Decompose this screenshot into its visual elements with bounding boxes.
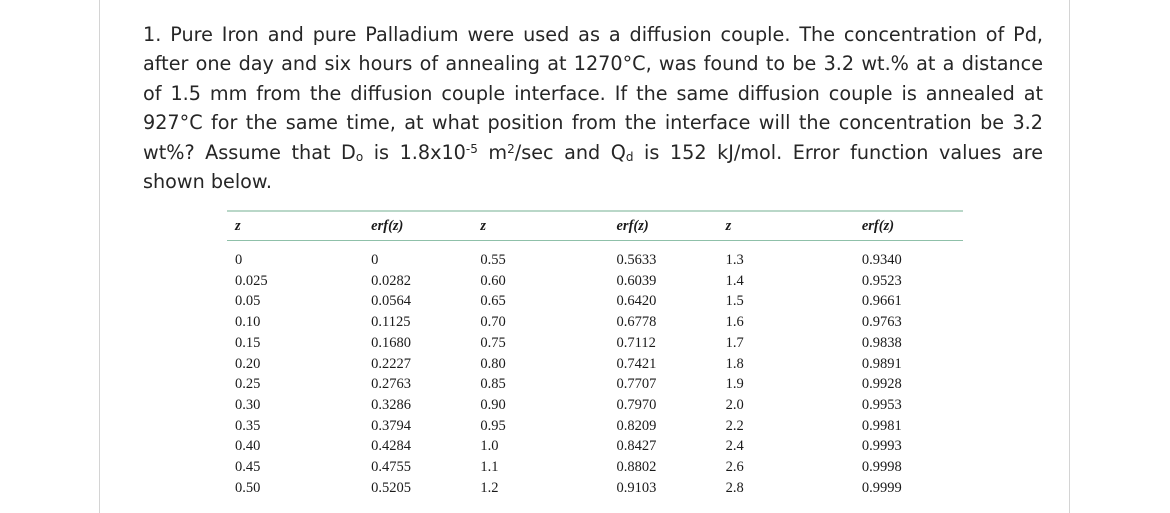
q-subscript: d bbox=[625, 149, 634, 164]
table-cell: 0.4755 bbox=[371, 459, 412, 476]
table-cell: 1.1 bbox=[480, 459, 499, 476]
table-cell: 0.9891 bbox=[861, 355, 902, 372]
table-cell: 0.65 bbox=[480, 293, 506, 310]
table-cell: 0.9928 bbox=[861, 376, 902, 393]
table-cell: 0.85 bbox=[480, 376, 506, 393]
m-squared: 2 bbox=[507, 141, 515, 156]
table-cell: 0.8209 bbox=[616, 417, 657, 434]
problem-number: 1. bbox=[143, 23, 162, 46]
table-cell: 2.0 bbox=[725, 396, 744, 413]
column-header: z bbox=[227, 212, 355, 241]
table-cell: 0.4284 bbox=[371, 438, 412, 455]
table-cell: 0.40 bbox=[235, 438, 261, 455]
table-body bbox=[227, 241, 963, 499]
table-cell: 0.2227 bbox=[371, 355, 412, 372]
table-cell: 1.8 bbox=[725, 355, 744, 372]
table-cell: 0.9993 bbox=[861, 438, 902, 455]
table-cell: 0.0564 bbox=[371, 293, 412, 310]
table-cell: 2.4 bbox=[725, 438, 744, 455]
table-row bbox=[227, 436, 963, 457]
table-row bbox=[227, 374, 963, 395]
table-cell: 0.35 bbox=[235, 417, 261, 434]
table-cell: 0.55 bbox=[480, 252, 506, 268]
table-cell: 1.0 bbox=[480, 438, 499, 455]
table-cell: 0.5205 bbox=[371, 479, 412, 496]
table-row bbox=[227, 478, 963, 499]
table-cell: 0.75 bbox=[480, 334, 506, 351]
table-row bbox=[227, 333, 963, 354]
table-cell: 0.45 bbox=[235, 459, 261, 476]
table-cell: 0.7421 bbox=[616, 355, 657, 372]
table-cell: 0.10 bbox=[235, 314, 261, 331]
table-cell: 0.9763 bbox=[861, 314, 902, 331]
table-cell: 0.1680 bbox=[371, 334, 412, 351]
table-cell: 2.8 bbox=[725, 479, 744, 496]
table-cell: 0.6778 bbox=[616, 314, 657, 331]
table-cell: 0.20 bbox=[235, 355, 261, 372]
table-cell: 0.3286 bbox=[371, 396, 412, 413]
table-cell: 0.025 bbox=[235, 272, 268, 289]
table-row bbox=[227, 354, 963, 375]
table-cell: 0.7970 bbox=[616, 396, 657, 413]
table-cell: 1.5 bbox=[725, 293, 744, 310]
table-cell: 0.60 bbox=[480, 272, 506, 289]
table-row bbox=[227, 395, 963, 416]
table-row bbox=[227, 457, 963, 478]
table-row bbox=[227, 291, 963, 312]
table-header-row bbox=[227, 212, 963, 241]
table-cell: 0.05 bbox=[235, 293, 261, 310]
table-cell: 0.9838 bbox=[861, 334, 902, 351]
table-cell: 0.50 bbox=[235, 479, 261, 496]
table-cell: 1.9 bbox=[725, 376, 744, 393]
table-cell: 0.95 bbox=[480, 417, 506, 434]
d-subscript: o bbox=[355, 149, 364, 164]
column-header: erf(z) bbox=[601, 212, 718, 241]
table-cell: 0.9340 bbox=[861, 252, 902, 268]
table-cell: 1.2 bbox=[480, 479, 499, 496]
table-cell: 0.9998 bbox=[861, 459, 902, 476]
table-cell: 0.1125 bbox=[371, 314, 411, 331]
table-cell: 0.0282 bbox=[371, 272, 412, 289]
table-cell: 1.4 bbox=[725, 272, 744, 289]
table-cell: 0.9953 bbox=[861, 396, 902, 413]
table-cell: 0.15 bbox=[235, 334, 261, 351]
column-header: z bbox=[472, 212, 600, 241]
table-cell: 0.2763 bbox=[371, 376, 412, 393]
exponent: -5 bbox=[465, 141, 478, 156]
table-cell: 0.90 bbox=[480, 396, 506, 413]
column-header: z bbox=[718, 212, 846, 241]
erf-table bbox=[227, 212, 963, 498]
table-row bbox=[227, 416, 963, 437]
table-row bbox=[227, 312, 963, 333]
table-cell: 1.7 bbox=[725, 334, 744, 351]
table-cell: 0.9999 bbox=[861, 479, 902, 496]
table-cell: 0.3794 bbox=[371, 417, 412, 434]
table-cell: 0.7112 bbox=[616, 334, 656, 351]
table-cell: 0.8802 bbox=[616, 459, 657, 476]
column-header: erf(z) bbox=[355, 212, 472, 241]
table-cell: 0.7707 bbox=[616, 376, 657, 393]
table-row bbox=[227, 241, 963, 271]
table-cell: 0.80 bbox=[480, 355, 506, 372]
table-cell: 0.9103 bbox=[616, 479, 657, 496]
table-cell: 0 bbox=[235, 252, 243, 268]
table-cell: 2.2 bbox=[725, 417, 744, 434]
table-cell: 0.8427 bbox=[616, 438, 657, 455]
table-row bbox=[227, 271, 963, 292]
table-cell: 1.6 bbox=[725, 314, 744, 331]
table-cell: 0.9981 bbox=[861, 417, 902, 434]
table-cell: 0.70 bbox=[480, 314, 506, 331]
table-cell: 0 bbox=[371, 252, 379, 268]
table-cell: 0.30 bbox=[235, 396, 261, 413]
column-header: erf(z) bbox=[846, 212, 963, 241]
table-cell: 1.3 bbox=[725, 252, 744, 268]
table-cell: 0.6039 bbox=[616, 272, 657, 289]
table-cell: 0.25 bbox=[235, 376, 261, 393]
table-cell: 0.5633 bbox=[616, 252, 657, 268]
problem-text: 1. Pure Iron and pure Palladium were used as a diffusion couple. The concentration of Pd, after one day and six hours of annealing at 1270°C, was found to be 3.2 wt.% at a distance of 1.5 mm from the diffusion couple interface. If the same diffusion couple is annealed at 927°C for the same time, at what position from the interface will the concentration be 3.2 wt%? Assume that $D_o$ is $1.8x10^{-5}$ $m^2/\sec$ and $Q_d$ is 152 kJ/mol. Error function values are shown below. bbox=[143, 23, 1044, 194]
table-cell: 2.6 bbox=[725, 459, 744, 476]
table-cell: 0.9661 bbox=[861, 293, 902, 310]
erf-table-container bbox=[227, 210, 963, 498]
table-cell: 0.9523 bbox=[861, 272, 902, 289]
table-cell: 0.6420 bbox=[616, 293, 657, 310]
